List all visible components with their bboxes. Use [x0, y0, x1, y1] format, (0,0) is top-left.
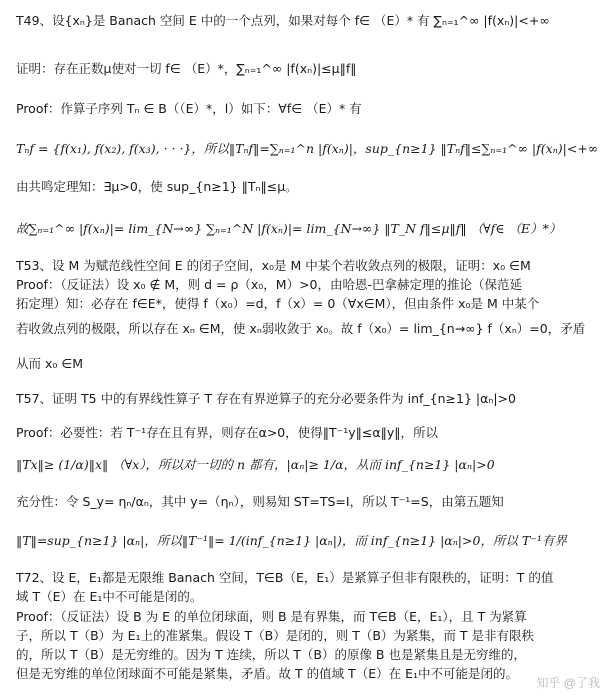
watermark: 知乎 @了我	[536, 676, 600, 690]
t72-proof-1: Proof：（反证法）设 B 为 E 的单位闭球面，则 B 是有界集，而 T∈B（E，E₁），且 T 为紧算	[16, 609, 527, 624]
t57-proof-4: ‖T‖=sup_{n≥1} |αₙ|，所以‖T⁻¹‖= 1/(inf_{n≥1} |αₙ|)，而 inf_{n≥1} |αₙ|>0，所以 T⁻¹有界	[16, 533, 567, 548]
t72-proof-2: 子，所以 T（B）为 E₁上的准紧集。假设 T（B）是闭的，则 T（B）为紧集，而 T 是非有限秩	[16, 628, 535, 643]
t49-statement: T49、设{xₙ}是 Banach 空间 E 中的一个点列，如果对每个 f∈ （E）* 有 ∑ₙ₌₁^∞ |f(xₙ)|<+∞	[16, 13, 550, 28]
t57-proof-1: Proof：必要性：若 T⁻¹存在且有界，则存在α>0，使得‖T⁻¹y‖≤α‖y‖，所以	[16, 425, 439, 440]
t53-statement: T53、设 M 为赋范线性空间 E 的闭子空间，x₀是 M 中某个若收敛点列的极限，证明：x₀ ∈M	[16, 258, 531, 273]
t72-proof-4: 但是无穷维的单位闭球面不可能是紧集，矛盾。故 T 的值域 T（E）在 E₁中不可能是闭的。	[16, 666, 518, 681]
t57-proof-2: ‖Tx‖≥ (1/α)‖x‖ （∀x），所以对一切的 n 都有，|αₙ|≥ 1/α，从而 inf_{n≥1} |αₙ|>0	[16, 457, 495, 472]
t53-proof-2: 拓定理）知：必存在 f∈E*，使得 f（x₀）=d，f（x）= 0（∀x∈M），但由条件 x₀是 M 中某个	[16, 296, 540, 311]
t49-proof-2: Tₙf = {f(x₁), f(x₂), f(x₃), · · ·}，所以‖Tₙf‖=∑ₙ₌₁^n |f(xₙ)|，sup_{n≥1} ‖Tₙf‖≤∑ₙ₌₁^∞ |f(xₙ)|<+∞	[16, 141, 598, 156]
t49-proof-3: 由共鸣定理知：∃μ>0，使 sup_{n≥1} ‖Tₙ‖≤μ。	[16, 179, 298, 194]
t57-statement: T57、证明 T5 中的有界线性算子 T 存在有界逆算子的充分必要条件为 inf_{n≥1} |αₙ|>0	[16, 391, 516, 406]
t72-proof-3: 的，所以 T（B）是无穷维的。因为 T 连续，所以 T（B）的原像 B 也是紧集且是无穷维的，	[16, 647, 526, 662]
t53-proof-4: 从而 x₀ ∈M	[16, 356, 84, 371]
t49-proof-1: Proof：作算子序列 Tₙ ∈ B（（E）*，l）如下：∀f∈ （E）* 有	[16, 101, 362, 116]
t49-proof-4: 故∑ₙ₌₁^∞ |f(xₙ)|= lim_{N→∞} ∑ₙ₌₁^N |f(xₙ)|= lim_{N→∞} ‖T_N f‖≤μ‖f‖ （∀f∈ （E）*）	[16, 221, 562, 236]
t53-proof-3: 若收敛点列的极限，所以存在 xₙ ∈M，使 xₙ弱收敛于 x₀。故 f（x₀）= lim_{n→∞} f（xₙ）=0，矛盾	[16, 321, 586, 336]
t72-statement-2: 域 T（E）在 E₁中不可能是闭的。	[16, 589, 203, 604]
t53-proof-1: Proof：（反证法）设 x₀ ∉ M，则 d = ρ（x₀，M）>0，由哈恩-巴拿赫定理的推论（保范延	[16, 277, 523, 292]
t72-statement-1: T72、设 E，E₁都是无限维 Banach 空间，T∈B（E，E₁）是紧算子但非有限秩的，证明：T 的值	[16, 570, 554, 585]
t49-claim: 证明：存在正数μ使对一切 f∈ （E）*，∑ₙ₌₁^∞ |f(xₙ)|≤μ‖f‖	[16, 61, 357, 76]
t57-proof-3: 充分性：令 S_y= ηₙ/αₙ，其中 y=（ηₙ），则易知 ST=TS=I，所以 T⁻¹=S，由第五题知	[16, 494, 504, 509]
